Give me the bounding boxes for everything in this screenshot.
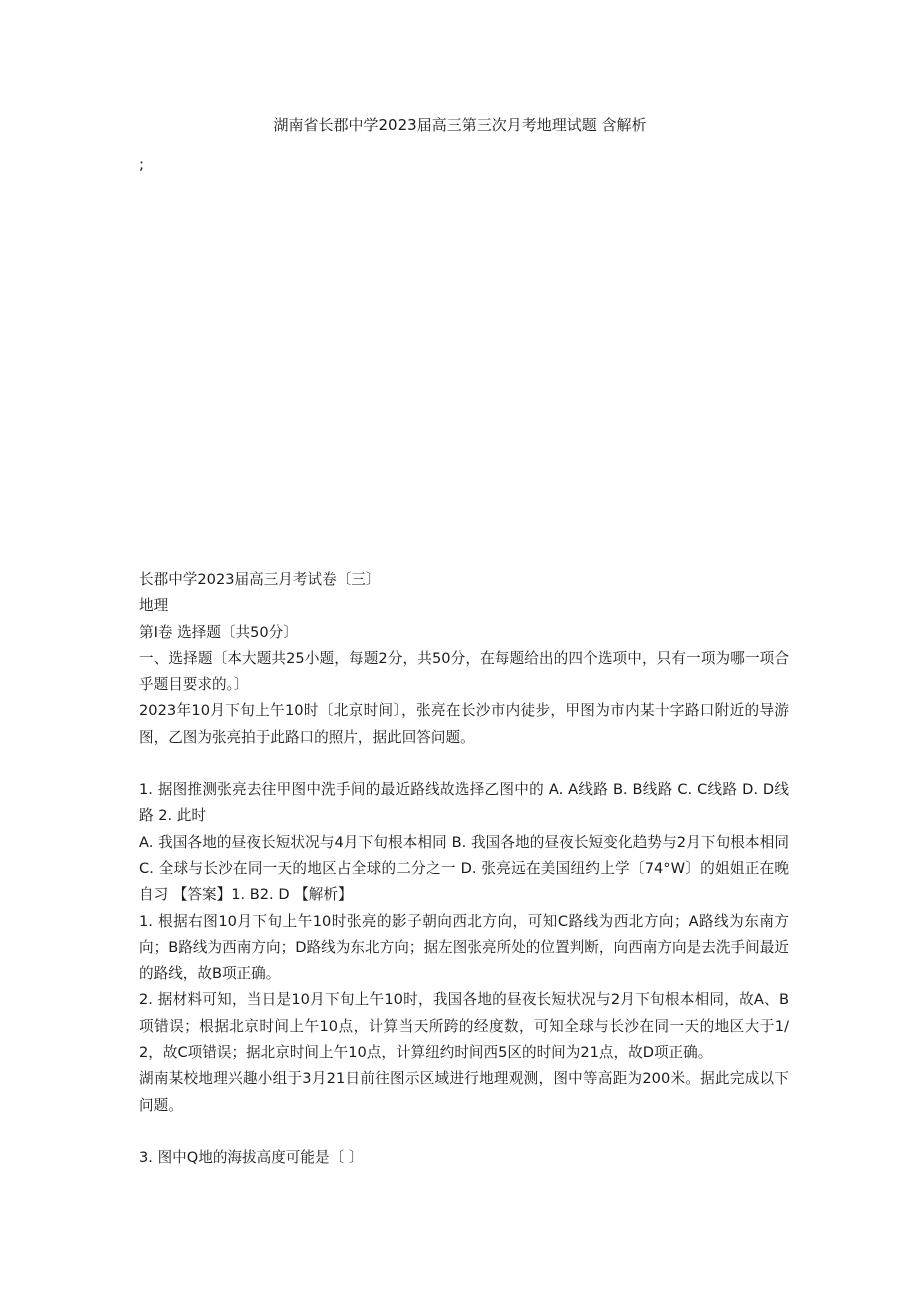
question-2-options-paragraph: A. 我国各地的昼夜长短状况与4月下旬根本相同 B. 我国各地的昼夜长短变化趋势与2月下旬根本相同 C. 全球与长沙在同一天的地区占全球的二分之一 D. 张亮远在美国纽约上学〔74°W〕的姐姐正在晚自习 【答案】1. B2. D 【解析】 <box>139 833 789 904</box>
document-title: 湖南省长郡中学2023届高三第三次月考地理试题 含解析 <box>273 116 647 134</box>
exam-header-line: 长郡中学2023届高三月考试卷〔三〕 <box>139 571 381 588</box>
question-3-paragraph: 3. 图中Q地的海拔高度可能是〔 〕 <box>139 1148 364 1166</box>
section-heading: 第I卷 选择题〔共50分〕 <box>139 623 298 641</box>
paragraph-gap <box>139 751 789 777</box>
stray-semicolon: ; <box>139 155 145 173</box>
analysis-2-paragraph: 2. 据材料可知，当日是10月下旬上午10时，我国各地的昼夜长短状况与2月下旬根本相同，故A、B项错误；根据北京时间上午10点，计算当天所跨的经度数，可知全球与长沙在同一天的地区大于1/2，故C项错误；据北京时间上午10点，计算纽约时间西5区的时间为21点，故D项正确。 <box>139 991 789 1062</box>
subject-line: 地理 <box>139 597 169 615</box>
analysis-1-paragraph: 1. 根据右图10月下旬上午10时张亮的影子朝向西北方向，可知C路线为西北方向；A路线为东南方向；B路线为西南方向；D路线为东北方向；据左图张亮所处的位置判断，向西南方向是去洗手间最近的路线，故B项正确。 <box>139 912 789 983</box>
instructions-paragraph: 一、选择题〔本大题共25小题，每题2分，共50分，在每题给出的四个选项中，只有一项为哪一项合乎题目要求的。〕 <box>139 649 789 694</box>
material-paragraph-2: 湖南某校地理兴趣小组于3月21日前往图示区域进行地理观测，图中等高距为200米。据此完成以下问题。 <box>139 1070 789 1114</box>
question-1-paragraph: 1. 据图推测张亮去往甲图中洗手间的最近路线故选择乙图中的 A. A线路 B. B线路 C. C线路 D. D线路 2. 此时 <box>139 781 789 825</box>
document-body <box>139 567 789 1171</box>
material-paragraph-1: 2023年10月下旬上午10时〔北京时间〕，张亮在长沙市内徒步，甲图为市内某十字路口附近的导游图，乙图为张亮拍于此路口的照片，据此回答问题。 <box>139 702 789 746</box>
paragraph-gap <box>139 1119 789 1145</box>
